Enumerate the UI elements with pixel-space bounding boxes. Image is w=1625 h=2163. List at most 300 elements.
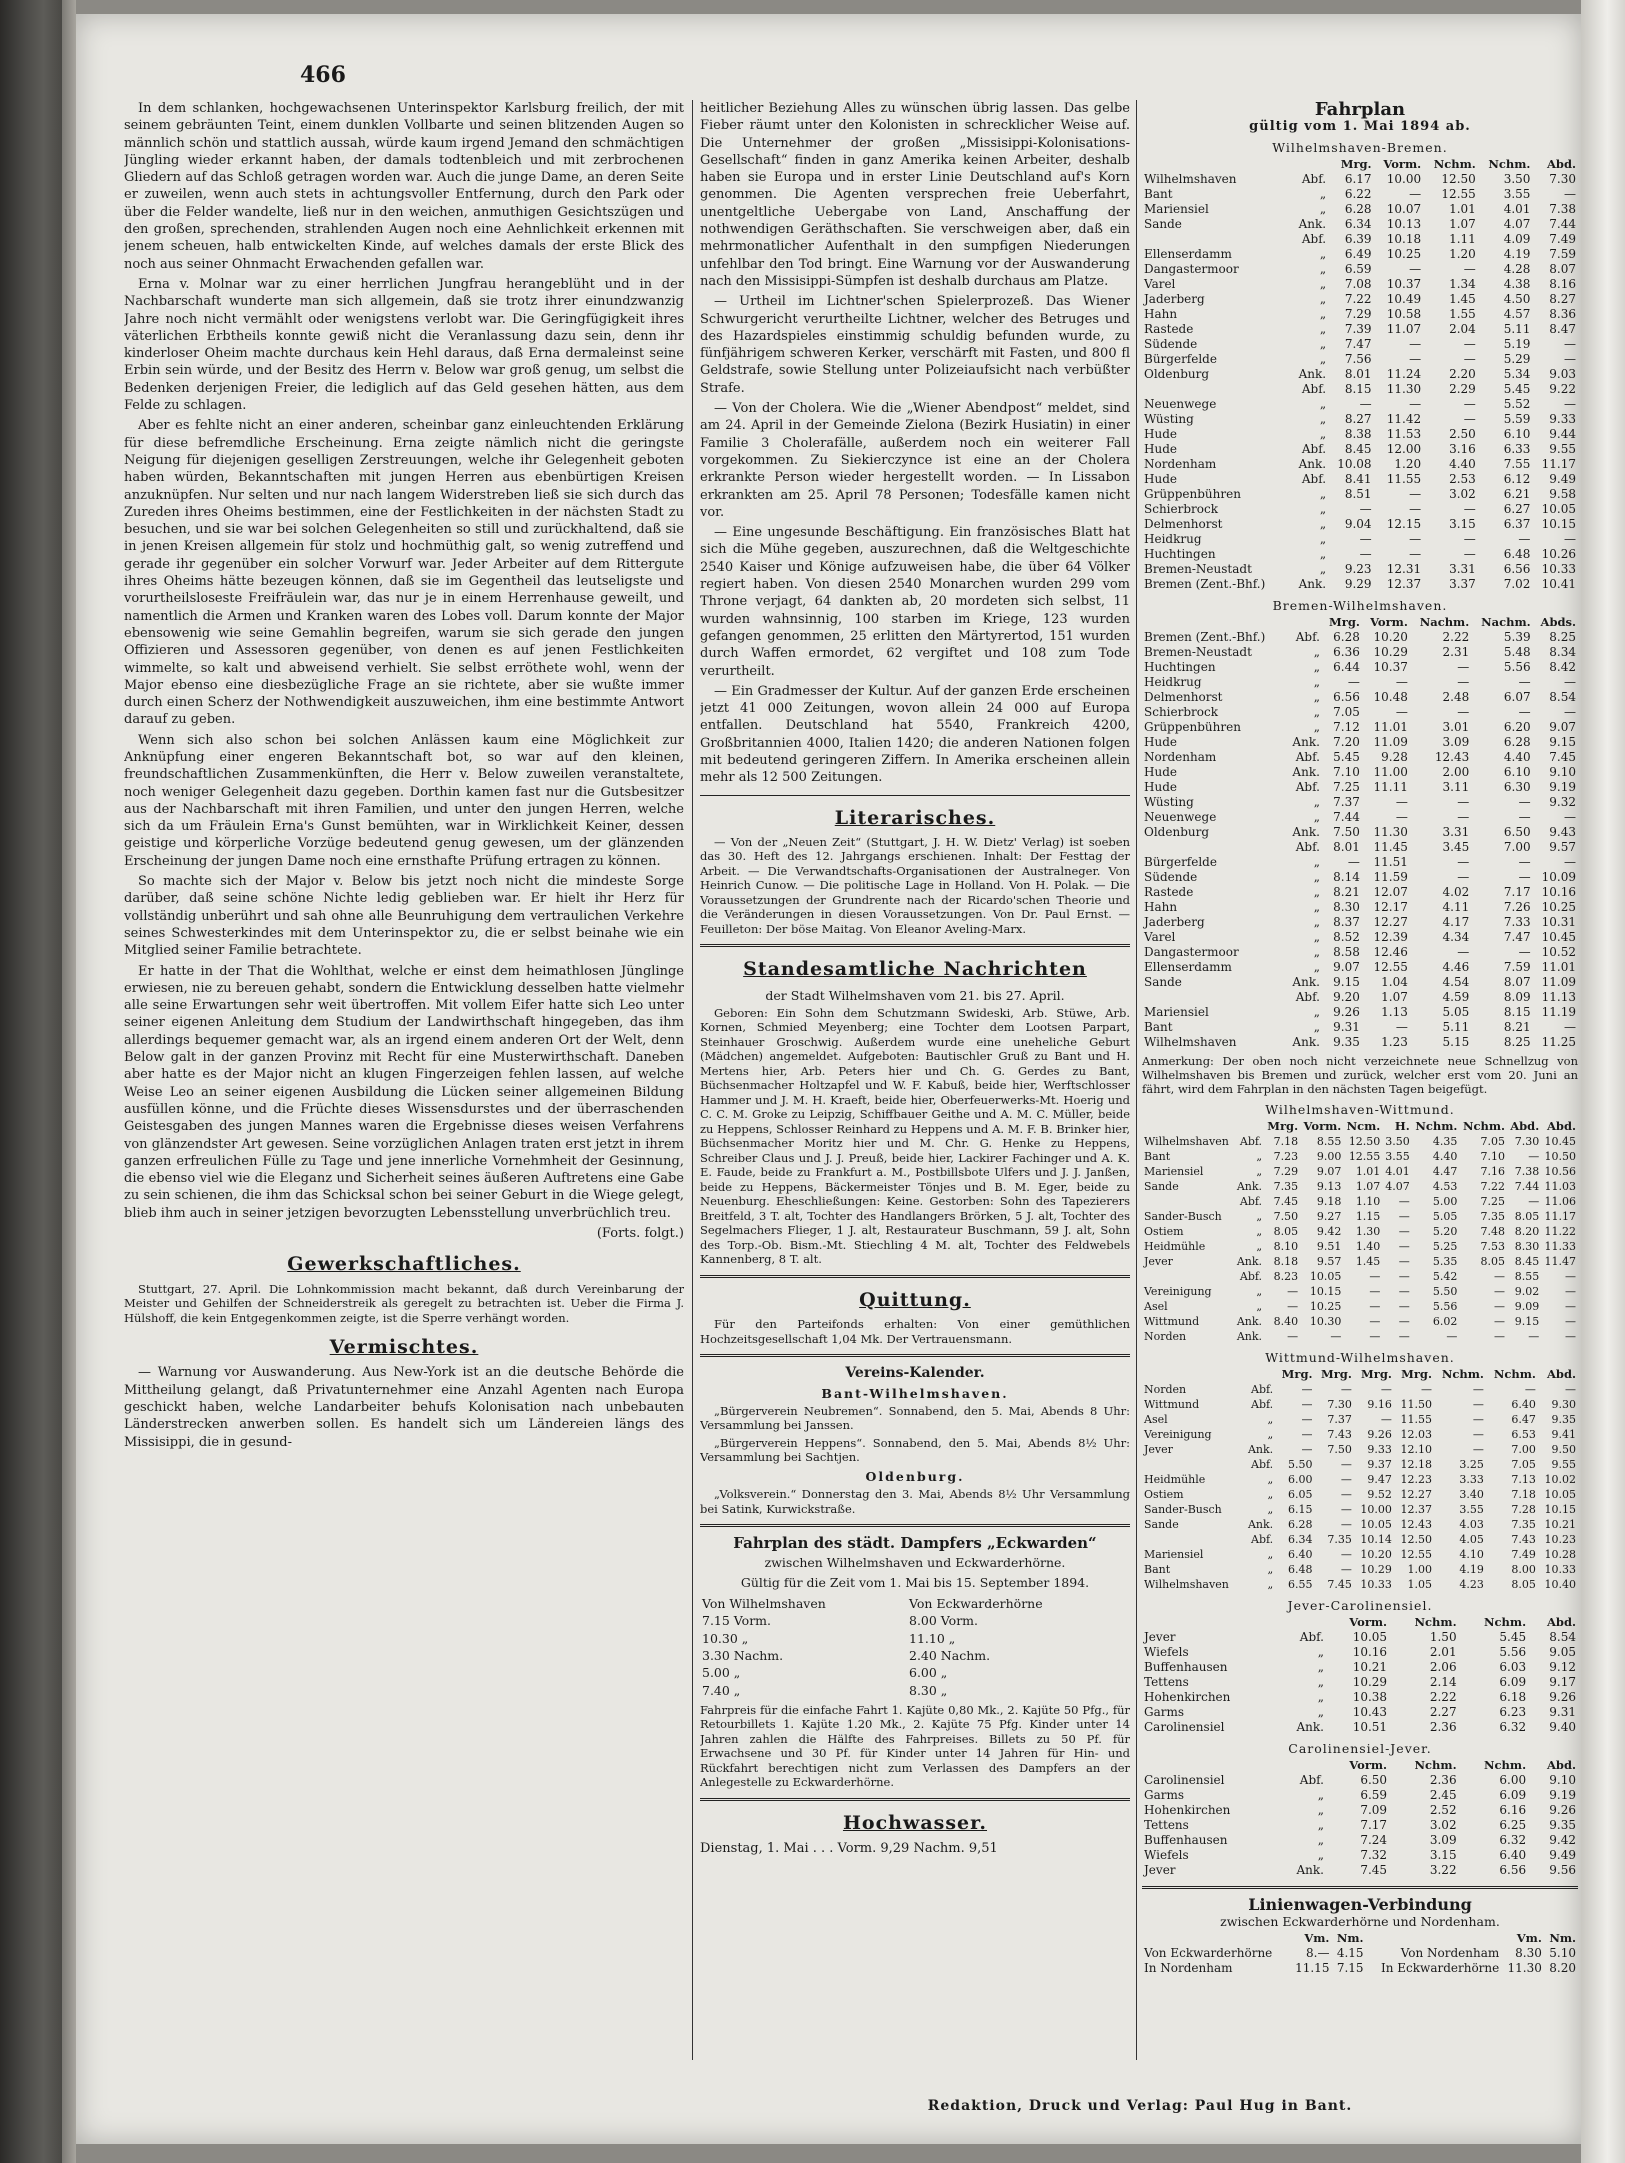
time-cell: 6.44 bbox=[1333, 660, 1360, 674]
dampfer-sub-2: Gültig für die Zeit vom 1. Mai bis 15. September 1894. bbox=[740, 1574, 1090, 1590]
timetable-header-cell: Ncm. bbox=[1346, 1119, 1381, 1133]
time-cell: 10.15 bbox=[1309, 1285, 1342, 1298]
time-cell: 7.00 bbox=[1511, 1443, 1536, 1456]
station-name: Delmenhorst bbox=[1144, 517, 1223, 531]
timetable-header-cell: Abd. bbox=[1546, 1367, 1576, 1381]
time-cell: 1.10 bbox=[1355, 1195, 1381, 1208]
timetable-row bbox=[1142, 547, 1578, 562]
vermischtes-text: — Warnung vor Auswanderung. Aus New-York ist an die deutsche Behörde die Mittheilung gelangt, daß Privatunternehmer eine Anzahl Agenten nach Europa geschickt haben, welche Landarbeiter behufs Kolonisation nach unbebauten Länderstrecken anwerben sollen. Es handelt sich um Ländereien längs des Missisippi, die in gesund- bbox=[124, 1365, 684, 1450]
timetable-header-cell bbox=[1142, 1615, 1278, 1630]
time-cell: 7.02 bbox=[1503, 577, 1531, 591]
time-cell: — bbox=[1359, 397, 1372, 411]
time-cell: 8.55 bbox=[1514, 1270, 1540, 1283]
time-cell: 7.20 bbox=[1333, 735, 1360, 749]
time-cell: 8.— bbox=[1306, 1946, 1330, 1960]
time-cell: — bbox=[1395, 1020, 1408, 1034]
time-cell: „ bbox=[1313, 930, 1320, 944]
time-cell: — bbox=[1472, 1443, 1484, 1456]
timetable-row bbox=[1142, 960, 1578, 975]
time-cell: Abf. bbox=[1299, 1630, 1324, 1644]
time-cell: 5.50 bbox=[1288, 1458, 1313, 1471]
time-cell: — bbox=[1409, 262, 1422, 276]
time-cell: — bbox=[1409, 532, 1422, 546]
station-name: Norden bbox=[1144, 1330, 1187, 1343]
time-cell: — bbox=[1494, 1270, 1506, 1283]
time-cell: 4.35 bbox=[1432, 1135, 1458, 1148]
time-cell: „ bbox=[1317, 1660, 1324, 1674]
time-cell: 11.01 bbox=[1373, 720, 1408, 734]
time-cell: „ bbox=[1319, 397, 1327, 411]
time-cell: 5.11 bbox=[1442, 1020, 1470, 1034]
time-cell: 4.03 bbox=[1459, 1518, 1484, 1531]
literarisches-title: Literarisches. bbox=[834, 806, 996, 829]
time-cell: 7.50 bbox=[1273, 1210, 1299, 1223]
time-cell: 10.16 bbox=[1541, 885, 1576, 899]
timetable-row bbox=[1142, 457, 1578, 472]
station-name: Hude bbox=[1144, 442, 1177, 456]
time-cell: 6.32 bbox=[1499, 1833, 1527, 1847]
timetable-row bbox=[1142, 1457, 1578, 1472]
dampfer-cell: 2.40 Nachm. bbox=[909, 1647, 991, 1663]
time-cell: 12.46 bbox=[1373, 945, 1408, 959]
time-cell: „ bbox=[1319, 532, 1327, 546]
timetable-header-cell: Nchm. bbox=[1415, 1119, 1458, 1133]
time-cell: Abf. bbox=[1299, 1773, 1324, 1787]
station-name: Garms bbox=[1144, 1788, 1185, 1802]
timetable-row bbox=[1142, 1194, 1578, 1209]
dampfer-title: Fahrplan des städt. Dampfers „Eckwarden“ bbox=[733, 1534, 1097, 1553]
time-cell: 6.16 bbox=[1499, 1803, 1527, 1817]
timetable-row bbox=[1142, 1487, 1578, 1502]
time-cell: 6.12 bbox=[1503, 472, 1531, 486]
time-cell: — bbox=[1564, 810, 1576, 824]
time-cell: — bbox=[1359, 532, 1372, 546]
time-cell: 7.50 bbox=[1333, 825, 1360, 839]
station-name: Tettens bbox=[1144, 1818, 1189, 1832]
time-cell: 10.31 bbox=[1541, 915, 1576, 929]
dampfer-cell: 5.00 „ bbox=[702, 1665, 741, 1681]
time-cell: — bbox=[1564, 1020, 1576, 1034]
timetable-row bbox=[1142, 1397, 1578, 1412]
dampfer-row bbox=[700, 1612, 1130, 1629]
time-cell: 2.45 bbox=[1429, 1788, 1457, 1802]
time-cell: — bbox=[1369, 1330, 1381, 1343]
timetable-row bbox=[1142, 367, 1578, 382]
time-cell: Abf. bbox=[1295, 780, 1320, 794]
time-cell: Abf. bbox=[1295, 840, 1320, 854]
timetable-row bbox=[1142, 720, 1578, 735]
station-name bbox=[1142, 382, 1291, 397]
time-cell: 8.58 bbox=[1333, 945, 1360, 959]
station-name: Bant bbox=[1144, 1150, 1171, 1163]
time-cell: 9.12 bbox=[1549, 1660, 1576, 1674]
time-cell: 7.16 bbox=[1480, 1165, 1506, 1178]
timetable-row bbox=[1142, 795, 1578, 810]
timetable-row bbox=[1142, 1848, 1578, 1863]
time-cell: „ bbox=[1313, 915, 1320, 929]
time-cell: — bbox=[1564, 532, 1576, 546]
timetable-row bbox=[1142, 1209, 1578, 1224]
time-cell: — bbox=[1395, 705, 1408, 719]
time-cell: 9.41 bbox=[1551, 1428, 1576, 1441]
time-cell: 3.22 bbox=[1429, 1863, 1457, 1877]
station-name bbox=[1142, 1194, 1234, 1209]
time-cell: — bbox=[1494, 1330, 1506, 1343]
timetable-header-cell: Nchm. bbox=[1488, 157, 1531, 171]
time-cell: — bbox=[1340, 1563, 1352, 1576]
time-cell: 7.25 bbox=[1333, 780, 1360, 794]
time-cell: 6.00 bbox=[1288, 1473, 1313, 1486]
timetable-header-cell: Abd. bbox=[1546, 1119, 1576, 1133]
time-cell: 12.27 bbox=[1400, 1488, 1432, 1501]
time-cell: 3.31 bbox=[1442, 825, 1470, 839]
time-cell: 1.20 bbox=[1449, 247, 1476, 261]
time-cell: 3.55 bbox=[1459, 1503, 1484, 1516]
timetable-header-cell bbox=[1142, 1758, 1278, 1773]
station-name: Neuenwege bbox=[1144, 397, 1217, 411]
time-cell: — bbox=[1301, 1398, 1313, 1411]
timetable-row bbox=[1142, 690, 1578, 705]
time-cell: 11.25 bbox=[1541, 1035, 1576, 1049]
timetable-header-cell: Vorm. bbox=[1383, 157, 1422, 171]
timetable-header-cell: Vorm. bbox=[1370, 615, 1408, 629]
serial-novel bbox=[124, 100, 684, 1222]
station-name: Südende bbox=[1144, 870, 1198, 884]
time-cell: 7.17 bbox=[1360, 1818, 1388, 1832]
time-cell: — bbox=[1446, 1330, 1458, 1343]
timetable-row bbox=[1142, 1284, 1578, 1299]
linien-sub: zwischen Eckwarderhörne und Nordenham. bbox=[1220, 1914, 1500, 1929]
time-cell: — bbox=[1287, 1300, 1299, 1313]
station-name bbox=[1142, 990, 1286, 1005]
timetable-row bbox=[1142, 870, 1578, 885]
time-cell: „ bbox=[1319, 337, 1327, 351]
time-cell: 5.45 bbox=[1503, 382, 1531, 396]
timetable-row bbox=[1142, 990, 1578, 1005]
station-name: Bremen-Neustadt bbox=[1144, 562, 1252, 576]
time-cell: 9.15 bbox=[1514, 1315, 1540, 1328]
time-cell: 5.56 bbox=[1503, 660, 1531, 674]
timetable-valid: gültig vom 1. Mai 1894 ab. bbox=[1249, 119, 1471, 134]
timetable-row bbox=[1142, 1630, 1578, 1645]
timetable-header-row bbox=[1142, 1119, 1578, 1134]
time-cell: 7.45 bbox=[1549, 750, 1576, 764]
time-cell: 11.53 bbox=[1386, 427, 1422, 441]
time-cell: 10.41 bbox=[1541, 577, 1576, 591]
timetable-row bbox=[1142, 1645, 1578, 1660]
time-cell: — bbox=[1359, 547, 1372, 561]
novel-paragraph: Erna v. Molnar war zu einer herrlichen Jungfrau herangeblüht und in der Nachbarschaft wunderte man sich allgemein, daß sie trotz ihrer einundzwanzig Jahre noch nicht vermählt oder wenigstens verlobt war. Die Geringfügigkeit ihres väterlichen Erbtheils konnte gewiß nicht die Veranlassung dazu sein, denn ihr kinderloser Oheim machte durchaus kein Hehl daraus, daß Erna dermaleinst seine Erbin sein würde, und der Besitz des Herrn v. Below war groß genug, um selbst die Bedenken derjenigen Freier, die lediglich auf das Geld gesehen hätten, aus dem Felde zu schlagen. bbox=[124, 276, 684, 414]
time-cell: 11.30 bbox=[1507, 1961, 1542, 1975]
time-cell: 8.07 bbox=[1503, 975, 1531, 989]
time-cell: 3.01 bbox=[1442, 720, 1470, 734]
timetable-row bbox=[1142, 262, 1578, 277]
station-name: Bremen (Zent.-Bhf.) bbox=[1144, 577, 1266, 591]
time-cell: 3.40 bbox=[1459, 1488, 1484, 1501]
station-name: Bürgerfelde bbox=[1144, 855, 1217, 869]
gewerk-title: Gewerkschaftliches. bbox=[287, 1253, 521, 1276]
time-cell: 10.05 bbox=[1309, 1270, 1342, 1283]
vereins-entry: „Bürgerverein Neubremen“. Sonnabend, den 5. Mai, Abends 8 Uhr: Versammlung bei Janssen. bbox=[700, 1403, 1130, 1433]
time-cell: 5.29 bbox=[1503, 352, 1531, 366]
time-cell: — bbox=[1463, 412, 1476, 426]
time-cell: 11.45 bbox=[1373, 840, 1408, 854]
timetable-row bbox=[1142, 945, 1578, 960]
time-cell: „ bbox=[1319, 412, 1327, 426]
timetable-row bbox=[1142, 292, 1578, 307]
time-cell: 7.45 bbox=[1360, 1863, 1388, 1877]
timetable-row bbox=[1142, 247, 1578, 262]
time-cell: 4.01 bbox=[1503, 202, 1531, 216]
time-cell: 7.26 bbox=[1503, 900, 1531, 914]
time-cell: 7.37 bbox=[1333, 795, 1360, 809]
news-item: — Eine ungesunde Beschäftigung. Ein französisches Blatt hat sich die Mühe gegeben, auszurechnen, daß die Weltgeschichte 2540 Kaiser und Könige aufzuweisen habe, die über 64 Völker regiert haben. Von diesen 2540 Monarchen wurden 299 vom Throne verjagt, 64 dankten ab, 20 mordeten sich selbst, 11 wurden wahnsinnig, 100 starben im Kriege, 123 wurden gefangen genommen, 25 erlitten den Märtyrertod, 151 wurden durch Waffen ermordet, 62 vergiftet und 108 zum Tode verurtheilt. bbox=[700, 525, 1130, 679]
time-cell: 6.50 bbox=[1360, 1773, 1388, 1787]
time-cell: 8.40 bbox=[1273, 1315, 1299, 1328]
time-cell: 3.55 bbox=[1503, 187, 1531, 201]
time-cell: „ bbox=[1317, 1645, 1324, 1659]
time-cell: „ bbox=[1313, 900, 1320, 914]
time-cell: 10.09 bbox=[1541, 870, 1576, 884]
station-name: Jaderberg bbox=[1144, 915, 1205, 929]
station-name: Norden bbox=[1144, 1383, 1187, 1396]
dampfer-cell: 7.15 Vorm. bbox=[702, 1613, 772, 1629]
time-cell: Ank. bbox=[1298, 367, 1327, 381]
time-cell: 10.15 bbox=[1544, 1503, 1576, 1516]
time-cell: „ bbox=[1313, 645, 1320, 659]
timetable-row bbox=[1142, 1803, 1578, 1818]
time-cell: 7.48 bbox=[1480, 1225, 1506, 1238]
time-cell: 9.33 bbox=[1549, 412, 1576, 426]
time-cell: 6.07 bbox=[1503, 690, 1531, 704]
time-cell: 7.44 bbox=[1514, 1180, 1540, 1193]
time-cell: 9.07 bbox=[1333, 960, 1360, 974]
time-cell: — bbox=[1398, 1285, 1410, 1298]
timetable-row bbox=[1142, 915, 1578, 930]
timetable-header-cell: Nchm. bbox=[1493, 1367, 1536, 1381]
time-cell: 9.17 bbox=[1549, 1675, 1576, 1689]
timetable-row bbox=[1142, 1547, 1578, 1562]
vereins-entry: „Bürgerverein Heppens“. Sonnabend, den 5. Mai, Abends 8½ Uhr: Versammlung bei Sachtjen. bbox=[700, 1435, 1130, 1465]
time-cell: 6.59 bbox=[1344, 262, 1372, 276]
timetable-header-cell: Abd. bbox=[1546, 1758, 1576, 1772]
time-cell: Abf. bbox=[1251, 1458, 1274, 1471]
time-cell: 6.50 bbox=[1503, 825, 1531, 839]
time-cell: 10.33 bbox=[1360, 1578, 1392, 1591]
time-cell: 6.34 bbox=[1344, 217, 1372, 231]
time-cell: — bbox=[1564, 675, 1576, 689]
station-name: Bant bbox=[1144, 1020, 1173, 1034]
time-cell: — bbox=[1301, 1383, 1313, 1396]
timetable-header-cell: Nchm. bbox=[1433, 157, 1476, 171]
timetable-header-cell: Mrg. bbox=[1281, 1367, 1313, 1381]
timetable-row bbox=[1142, 660, 1578, 675]
timetable-row bbox=[1142, 382, 1578, 397]
time-cell: — bbox=[1528, 1330, 1540, 1343]
time-cell: — bbox=[1463, 502, 1476, 516]
timetable-header-cell bbox=[1142, 615, 1286, 630]
time-cell: 4.23 bbox=[1459, 1578, 1484, 1591]
timetable-row bbox=[1142, 502, 1578, 517]
time-cell: 9.40 bbox=[1549, 1720, 1576, 1734]
time-cell: 4.34 bbox=[1442, 930, 1470, 944]
time-cell: — bbox=[1398, 1315, 1410, 1328]
time-cell: 1.45 bbox=[1355, 1255, 1381, 1268]
time-cell: 3.50 bbox=[1385, 1135, 1410, 1148]
station-name: Bremen-Neustadt bbox=[1144, 645, 1252, 659]
time-cell: 7.35 bbox=[1273, 1180, 1299, 1193]
time-cell: 9.00 bbox=[1316, 1150, 1342, 1163]
timetable-row bbox=[1142, 1412, 1578, 1427]
time-cell: 9.29 bbox=[1344, 577, 1372, 591]
time-cell: 7.47 bbox=[1503, 930, 1531, 944]
time-cell: — bbox=[1369, 1300, 1381, 1313]
timetable-row bbox=[1142, 397, 1578, 412]
timetable-header-cell bbox=[1142, 1931, 1289, 1946]
timetable-route-6 bbox=[1142, 1758, 1578, 1878]
time-cell: 2.06 bbox=[1429, 1660, 1457, 1674]
time-cell: 9.20 bbox=[1333, 990, 1360, 1004]
timetable-header-cell: Nchm. bbox=[1463, 1119, 1506, 1133]
timetable-row bbox=[1142, 885, 1578, 900]
time-cell: 11.55 bbox=[1400, 1413, 1432, 1426]
time-cell: 7.22 bbox=[1344, 292, 1372, 306]
timetable-header-cell: Vorm. bbox=[1303, 1119, 1342, 1133]
time-cell: „ bbox=[1319, 562, 1327, 576]
time-cell: 10.08 bbox=[1337, 457, 1372, 471]
gewerk-text: Stuttgart, 27. April. Die Lohnkommission macht bekannt, daß durch Vereinbarung der Meister und Gehilfen der Schneiderstreik als geregelt zu betrachten ist. Ueber die Firma J. Hülshoff, die kein Entgegenkommen zeigte, ist die Sperre verhängt worden. bbox=[124, 1281, 684, 1325]
time-cell: — bbox=[1409, 547, 1422, 561]
time-cell: 5.05 bbox=[1432, 1210, 1458, 1223]
timetable-row bbox=[1142, 1149, 1578, 1164]
timetable-row bbox=[1142, 765, 1578, 780]
time-cell: 3.37 bbox=[1449, 577, 1476, 591]
time-cell: — bbox=[1494, 1285, 1506, 1298]
timetable-header-cell: Vm. bbox=[1516, 1931, 1542, 1945]
time-cell: 7.49 bbox=[1511, 1548, 1536, 1561]
timetable-route-2 bbox=[1142, 615, 1578, 1050]
time-cell: 12.39 bbox=[1373, 930, 1408, 944]
time-cell: Ank. bbox=[1298, 457, 1327, 471]
time-cell: 6.09 bbox=[1499, 1675, 1527, 1689]
time-cell: 1.11 bbox=[1449, 232, 1476, 246]
time-cell: — bbox=[1409, 187, 1422, 201]
time-cell: 5.34 bbox=[1503, 367, 1531, 381]
time-cell: 2.36 bbox=[1429, 1773, 1457, 1787]
time-cell: 10.33 bbox=[1544, 1563, 1576, 1576]
time-cell: 4.57 bbox=[1503, 307, 1531, 321]
time-cell: „ bbox=[1313, 675, 1320, 689]
time-cell: 12.43 bbox=[1434, 750, 1470, 764]
station-name: Grüppenbühren bbox=[1144, 487, 1241, 501]
time-cell: 8.15 bbox=[1344, 382, 1372, 396]
time-cell: 6.30 bbox=[1503, 780, 1531, 794]
station-name: Heidkrug bbox=[1144, 532, 1202, 546]
timetable-row bbox=[1142, 1773, 1578, 1788]
station-name: Südende bbox=[1144, 337, 1198, 351]
time-cell: 11.01 bbox=[1541, 960, 1576, 974]
time-cell: 8.37 bbox=[1333, 915, 1360, 929]
timetable-header-row bbox=[1142, 1615, 1578, 1630]
time-cell: — bbox=[1395, 795, 1408, 809]
time-cell: 10.00 bbox=[1386, 172, 1422, 186]
time-cell: 10.21 bbox=[1352, 1660, 1388, 1674]
time-cell: 4.40 bbox=[1432, 1150, 1458, 1163]
timetable-header-cell: Mrg. bbox=[1361, 1367, 1392, 1381]
station-name: Nordenham bbox=[1144, 457, 1217, 471]
time-cell: 7.09 bbox=[1360, 1803, 1388, 1817]
time-cell: — bbox=[1463, 532, 1476, 546]
time-cell: 8.00 bbox=[1511, 1563, 1536, 1576]
station-name: Huchtingen bbox=[1144, 660, 1216, 674]
time-cell: 3.15 bbox=[1449, 517, 1476, 531]
time-cell: 8.09 bbox=[1503, 990, 1531, 1004]
timetable-row bbox=[1142, 1329, 1578, 1344]
time-cell: 1.45 bbox=[1449, 292, 1476, 306]
time-cell: 10.50 bbox=[1544, 1150, 1576, 1163]
time-cell: 12.23 bbox=[1400, 1473, 1432, 1486]
time-cell: 2.04 bbox=[1449, 322, 1476, 336]
timetable-row bbox=[1142, 1269, 1578, 1284]
page-edge bbox=[1581, 0, 1625, 2163]
time-cell: 6.47 bbox=[1511, 1413, 1536, 1426]
time-cell: 5.56 bbox=[1499, 1645, 1527, 1659]
time-cell: 11.11 bbox=[1373, 780, 1408, 794]
time-cell: 7.23 bbox=[1273, 1150, 1299, 1163]
station-name: Dangastermoor bbox=[1144, 945, 1239, 959]
time-cell: 3.09 bbox=[1429, 1833, 1457, 1847]
time-cell: — bbox=[1409, 487, 1422, 501]
time-cell: Ank. bbox=[1292, 1035, 1320, 1049]
time-cell: 7.24 bbox=[1360, 1833, 1388, 1847]
time-cell: 7.32 bbox=[1360, 1848, 1388, 1862]
time-cell: Abf. bbox=[1239, 1135, 1263, 1148]
time-cell: 7.59 bbox=[1549, 247, 1576, 261]
timetable-row bbox=[1142, 307, 1578, 322]
dampfer-note: Fahrpreis für die einfache Fahrt 1. Kajüte 0,80 Mk., 2. Kajüte 50 Pfg., für Retourbillets 1. Kajüte 1.20 Mk., 2. Kajüte 75 Pfg. Kinder unter 14 Jahren zahlen die Hälfte des Fahrpreises. Billets zu 50 Pf. für Erwachsene und 30 Pf. für Kinder unter 14 Jahren für Hin- und Rückfahrt berechtigen nicht zum Verlassen des Dampfers an der Anlegestelle zu Eckwarderhörne. bbox=[700, 1702, 1130, 1790]
time-cell: 5.48 bbox=[1503, 645, 1531, 659]
time-cell: 6.28 bbox=[1288, 1518, 1313, 1531]
time-cell: 12.18 bbox=[1400, 1458, 1432, 1471]
time-cell: — bbox=[1472, 1413, 1484, 1426]
time-cell: 9.58 bbox=[1549, 487, 1576, 501]
timetable-row bbox=[1142, 1164, 1578, 1179]
time-cell: 7.45 bbox=[1327, 1578, 1352, 1591]
time-cell: 3.02 bbox=[1449, 487, 1476, 501]
station-name: Mariensiel bbox=[1144, 1165, 1204, 1178]
continued-note: (Forts. folgt.) bbox=[596, 1226, 684, 1241]
quittung-text: Für den Parteifonds erhalten: Von einer gemüthlichen Hochzeitsgesellschaft 1,04 Mk. Der Vertrauensmann. bbox=[700, 1317, 1130, 1346]
time-cell: Ank. bbox=[1292, 735, 1320, 749]
dampfer-row bbox=[700, 1630, 1130, 1647]
time-cell: 9.32 bbox=[1549, 795, 1576, 809]
time-cell: — bbox=[1457, 705, 1470, 719]
time-cell: 3.45 bbox=[1442, 840, 1470, 854]
time-cell: 4.19 bbox=[1503, 247, 1531, 261]
time-cell: 7.35 bbox=[1511, 1518, 1536, 1531]
station-name: Sande bbox=[1144, 217, 1182, 231]
time-cell: „ bbox=[1319, 352, 1327, 366]
time-cell: — bbox=[1565, 1270, 1576, 1283]
station-name: Wilhelmshaven bbox=[1144, 1035, 1237, 1049]
timetable-row bbox=[1142, 1502, 1578, 1517]
time-cell: 10.05 bbox=[1360, 1518, 1392, 1531]
time-cell: 6.56 bbox=[1333, 690, 1360, 704]
vereins-list-2 bbox=[700, 1487, 1130, 1516]
time-cell: „ bbox=[1313, 870, 1320, 884]
station-name: Carolinensiel bbox=[1144, 1720, 1225, 1734]
time-cell: „ bbox=[1267, 1488, 1274, 1501]
